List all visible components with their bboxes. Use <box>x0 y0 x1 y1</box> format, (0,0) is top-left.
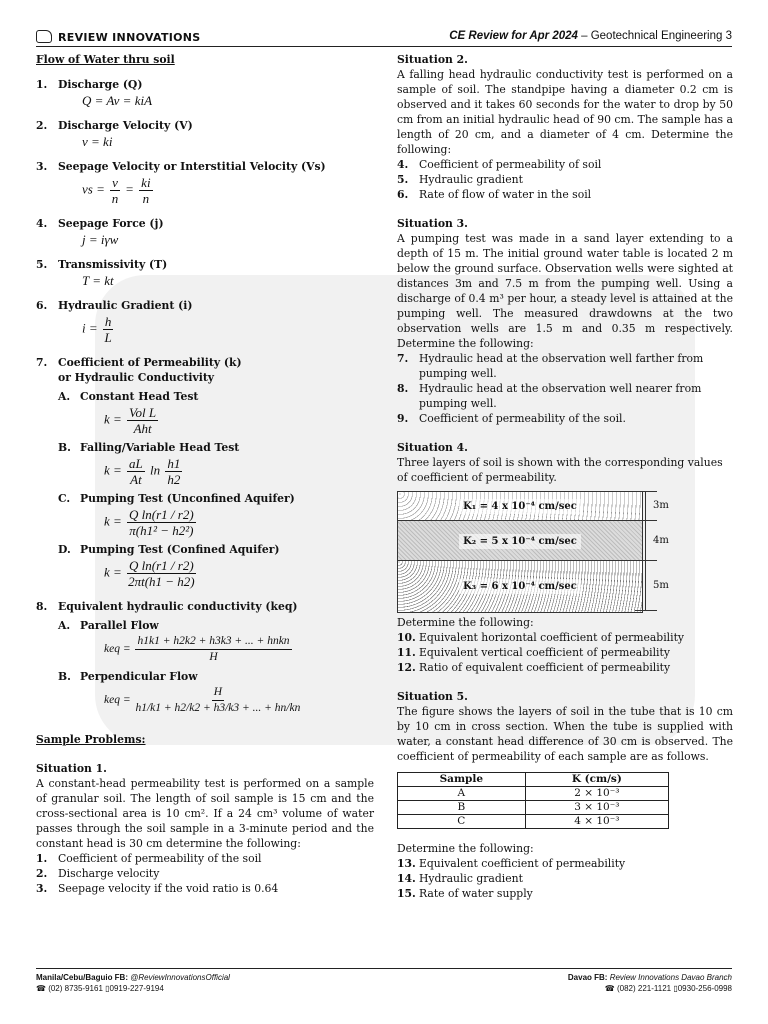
denominator: n <box>111 191 119 206</box>
column-header: Sample <box>398 773 526 787</box>
dimension-tick <box>635 610 657 611</box>
dimension-tick <box>635 560 657 561</box>
topic-label: Equivalent hydraulic conductivity (keq) <box>58 600 298 613</box>
subtopic-letter: A. <box>58 390 71 403</box>
formula <box>104 685 374 716</box>
table-row <box>398 815 669 829</box>
topic-number: 6. <box>36 299 48 312</box>
fraction <box>103 314 114 345</box>
list-item <box>397 871 733 886</box>
topic-number: 3. <box>36 160 48 173</box>
fraction <box>139 175 152 206</box>
item-number: 9. <box>397 412 409 425</box>
item-text: Equivalent coefficient of permeability <box>419 857 626 870</box>
item-number: 11. <box>397 646 416 659</box>
topic-label: Seepage Velocity or Interstitial Velocity (Vs) <box>58 160 326 173</box>
brand-logo <box>36 30 201 44</box>
subtopic-label: Falling/Variable Head Test <box>80 441 240 454</box>
denominator: π(h1² − h2²) <box>129 523 194 538</box>
determine-label: Determine the following: <box>397 842 534 855</box>
topic-number: 5. <box>36 258 48 271</box>
denominator: L <box>104 330 112 345</box>
topic-label: Discharge (Q) <box>58 78 143 91</box>
formula <box>104 405 374 436</box>
subtopic-pumping-unconfined <box>58 491 374 506</box>
layer-thickness: 5m <box>653 580 669 591</box>
sample-problems-heading: Sample Problems: <box>36 733 146 746</box>
formula-lhs: keq = <box>104 643 131 656</box>
fraction <box>135 685 300 716</box>
ln-operator: ln <box>150 462 161 478</box>
footer-phone: ☎ (02) 8735-9161 ▯0919-227-9194 <box>36 984 164 993</box>
logo-mark-icon <box>36 30 52 43</box>
situation-4-title: Situation 4. <box>397 441 468 454</box>
course-name: CE Review for Apr 2024 <box>449 30 578 42</box>
subtopic-falling-head <box>58 440 374 455</box>
list-item <box>397 645 733 660</box>
item-text: Coefficient of permeability of the soil <box>58 852 262 865</box>
formula: vs = $\frac{v}{n}$ = $\frac{ki}{n}$ <box>82 175 151 206</box>
formula <box>82 314 374 345</box>
table-cell: C <box>398 815 526 829</box>
topic-equivalent-conductivity <box>36 599 374 614</box>
fraction <box>110 175 120 206</box>
item-number: 7. <box>397 352 409 365</box>
table-cell: 3 × 10⁻³ <box>525 801 668 815</box>
subtopic-label: Constant Head Test <box>80 390 199 403</box>
footer-fb: Review Innovations Davao Branch <box>609 973 732 982</box>
left-column <box>36 52 374 896</box>
topic-seepage-force <box>36 216 374 231</box>
formula: v = ki <box>82 134 113 149</box>
list-item <box>397 411 733 426</box>
topic-transmissivity <box>36 257 374 272</box>
subtopic-label: Pumping Test (Confined Aquifer) <box>80 543 280 556</box>
topic-number: 4. <box>36 217 48 230</box>
item-number: 3. <box>36 882 48 895</box>
item-text: Hydraulic gradient <box>419 872 523 885</box>
numerator: H <box>212 685 224 701</box>
layer-k-label: K₂ = 5 x 10⁻⁴ cm/sec <box>459 534 581 549</box>
right-column <box>397 52 733 901</box>
formula-lhs: keq = <box>104 694 131 707</box>
list-item <box>397 351 733 381</box>
table-cell: 2 × 10⁻³ <box>525 787 668 801</box>
subtopic-letter: A. <box>58 619 71 632</box>
table-header-row <box>398 773 669 787</box>
footer-right <box>568 972 732 994</box>
item-number: 10. <box>397 631 416 644</box>
table-row <box>398 801 669 815</box>
layer-thickness: 3m <box>653 500 669 511</box>
list-item <box>397 886 733 901</box>
formula <box>104 507 374 538</box>
formula-lhs: k = <box>104 462 122 478</box>
soil-layer-2 <box>397 520 643 562</box>
list-item <box>36 866 374 881</box>
list-item <box>36 851 374 866</box>
formula-lhs: vs = <box>82 181 105 197</box>
item-text: Coefficient of permeability of soil <box>419 158 602 171</box>
title-dash: – <box>577 30 591 42</box>
section-heading: Flow of Water thru soil <box>36 53 175 66</box>
list-item <box>397 660 733 675</box>
page-footer <box>36 968 732 993</box>
table-cell: 4 × 10⁻³ <box>525 815 668 829</box>
numerator: h <box>104 314 112 329</box>
topic-seepage-velocity <box>36 159 374 174</box>
subtopic-label: Perpendicular Flow <box>80 670 198 683</box>
fraction <box>135 634 291 665</box>
list-item <box>397 187 733 202</box>
denominator: H <box>209 651 218 663</box>
subtopic-letter: D. <box>58 543 71 556</box>
footer-left <box>36 972 230 994</box>
column-header: K (cm/s) <box>525 773 668 787</box>
denominator: n <box>142 191 150 206</box>
determine-label: Determine the following: <box>397 616 534 629</box>
topic-number: 7. <box>36 356 48 369</box>
subtopic-parallel-flow <box>58 618 374 633</box>
item-number: 14. <box>397 872 416 885</box>
fraction <box>127 405 158 436</box>
item-text: Ratio of equivalent coefficient of permeability <box>419 661 671 674</box>
fraction <box>127 456 145 487</box>
subtopic-letter: C. <box>58 492 71 505</box>
subject-name: Geotechnical Engineering 3 <box>590 30 732 42</box>
situation-2-text: A falling head hydraulic conductivity test is performed on a sample of soil. The standpipe having a diameter 0.2 cm is observed and it takes 60 seconds for the water to drop by 50 cm from an initial hydraulic head of 90 cm. The sample has a length of 20 cm, and a diameter of 4 cm. Determine the following: <box>397 68 733 156</box>
subtopic-letter: B. <box>58 441 71 454</box>
situation-1-title: Situation 1. <box>36 762 107 775</box>
item-number: 13. <box>397 857 416 870</box>
dimension-line <box>645 491 646 611</box>
list-item <box>397 856 733 871</box>
topic-label <box>58 355 242 385</box>
formula-lhs: i = <box>82 320 98 336</box>
item-text: Equivalent vertical coefficient of permeability <box>419 646 670 659</box>
denominator: Aht <box>133 421 152 436</box>
footer-phone: ☎ (082) 221-1121 ▯0930-256-0998 <box>604 984 732 993</box>
numerator: ki <box>141 175 151 190</box>
item-number: 5. <box>397 173 409 186</box>
subtopic-label: Parallel Flow <box>80 619 159 632</box>
item-number: 12. <box>397 661 416 674</box>
subtopic-constant-head <box>58 389 374 404</box>
topic-label-line1: Coefficient of Permeability (k) <box>58 356 242 369</box>
topic-label: Hydraulic Gradient (i) <box>58 299 193 312</box>
subtopic-perpendicular-flow <box>58 669 374 684</box>
topic-discharge <box>36 77 374 92</box>
formula: T = kt <box>82 273 114 288</box>
subtopic-pumping-confined <box>58 542 374 557</box>
dimension-tick <box>635 520 657 521</box>
list-item <box>397 381 733 411</box>
soil-layer-3 <box>397 560 643 613</box>
list-item <box>397 630 733 645</box>
numerator: aL <box>129 456 143 471</box>
formula <box>104 558 374 589</box>
denominator: h1/k1 + h2/k2 + h3/k3 + ... + hn/kn <box>135 702 301 714</box>
dimension-tick <box>635 491 657 492</box>
denominator: h2 <box>167 472 181 487</box>
formula: Q = Av = kiA <box>82 93 153 108</box>
topic-coefficient-permeability <box>36 355 374 385</box>
topic-number: 2. <box>36 119 48 132</box>
item-text: Coefficient of permeability of the soil. <box>419 412 626 425</box>
situation-1-text: A constant-head permeability test is performed on a sample of granular soil. The length of soil sample is 15 cm and the cross-sectional area is 10 cm². If a 24 cm³ volume of water passes through the soil sample in a 3-minute period and the constant head is 30 cm determine the following: <box>36 777 374 850</box>
course-title <box>449 30 732 42</box>
formula-lhs: k = <box>104 564 122 580</box>
fraction <box>165 456 182 487</box>
layer-k-label: K₁ = 4 x 10⁻⁴ cm/sec <box>459 499 581 514</box>
topic-number: 8. <box>36 600 48 613</box>
permeability-table <box>397 772 669 829</box>
situation-5-title: Situation 5. <box>397 690 468 703</box>
formula-lhs: k = <box>104 411 122 427</box>
formula <box>104 634 374 665</box>
brand-name: REVIEW INNOVATIONS <box>58 31 201 44</box>
item-number: 8. <box>397 382 409 395</box>
numerator: Vol L <box>129 405 157 420</box>
item-number: 1. <box>36 852 48 865</box>
formula-lhs: k = <box>104 513 122 529</box>
item-text: Seepage velocity if the void ratio is 0.64 <box>58 882 279 895</box>
topic-label: Seepage Force (j) <box>58 217 164 230</box>
item-text: Hydraulic head at the observation well farther from pumping well. <box>419 352 704 380</box>
formula <box>104 456 374 487</box>
numerator: h1 <box>167 456 181 471</box>
subtopic-label: Pumping Test (Unconfined Aquifer) <box>80 492 295 505</box>
formula: j = iγw <box>82 232 119 247</box>
item-number: 15. <box>397 887 416 900</box>
list-item <box>397 172 733 187</box>
table-row <box>398 787 669 801</box>
item-number: 2. <box>36 867 48 880</box>
topic-number: 1. <box>36 78 48 91</box>
dimension-lines <box>627 491 717 611</box>
topic-hydraulic-gradient <box>36 298 374 313</box>
topic-label: Discharge Velocity (V) <box>58 119 193 132</box>
topic-label-line2: or Hydraulic Conductivity <box>58 371 215 384</box>
situation-3-title: Situation 3. <box>397 217 468 230</box>
item-text: Discharge velocity <box>58 867 160 880</box>
denominator: 2πt(h1 − h2) <box>128 574 195 589</box>
item-text: Hydraulic gradient <box>419 173 523 186</box>
list-item <box>397 157 733 172</box>
list-item <box>36 881 374 896</box>
topic-label: Transmissivity (T) <box>58 258 168 271</box>
situation-3-text: A pumping test was made in a sand layer extending to a depth of 15 m. The initial ground water table is located 2 m below the ground surface. Observation wells were sighted at distances 3m and 7.5 m from the pumping well. Using a discharge of 0.4 m³ per hour, a steady level is attained at the pumping well. The measured drawdowns at the two observation wells are 1.5 m and 0.35 m respectively. Determine the following: <box>397 232 733 350</box>
item-number: 4. <box>397 158 409 171</box>
topic-discharge-velocity <box>36 118 374 133</box>
layer-k-label: K₃ = 6 x 10⁻⁴ cm/sec <box>459 579 581 594</box>
footer-label: Davao FB: <box>567 973 608 982</box>
item-text: Rate of water supply <box>419 887 533 900</box>
subtopic-letter: B. <box>58 670 71 683</box>
numerator: Q ln(r1 / r2) <box>129 558 194 573</box>
numerator: h1k1 + h2k2 + h3k3 + ... + hnkn <box>135 634 291 650</box>
situation-5-text: The figure shows the layers of soil in the tube that is 10 cm by 10 cm in cross section. When the tube is supplied with water, a constant head difference of 30 cm is observed. The coefficient of permeability of each sample are as follows. <box>397 705 733 763</box>
table-cell: B <box>398 801 526 815</box>
footer-label: Manila/Cebu/Baguio FB: <box>36 973 128 982</box>
numerator: Q ln(r1 / r2) <box>129 507 194 522</box>
item-text: Rate of flow of water in the soil <box>419 188 592 201</box>
soil-layers-diagram <box>397 491 727 611</box>
numerator: v <box>112 175 118 190</box>
item-number: 6. <box>397 188 409 201</box>
soil-layer-1 <box>397 491 643 522</box>
fraction <box>127 507 196 538</box>
item-text: Hydraulic head at the observation well nearer from pumping well. <box>419 382 702 410</box>
footer-fb: @ReviewInnovationsOfficial <box>130 973 230 982</box>
situation-4-text: Three layers of soil is shown with the corresponding values of coefficient of permeability. <box>397 456 723 484</box>
page-header <box>36 30 732 47</box>
situation-2-title: Situation 2. <box>397 53 468 66</box>
denominator: At <box>130 472 142 487</box>
table-cell: A <box>398 787 526 801</box>
fraction <box>127 558 196 589</box>
layer-thickness: 4m <box>653 535 669 546</box>
item-text: Equivalent horizontal coefficient of permeability <box>419 631 685 644</box>
